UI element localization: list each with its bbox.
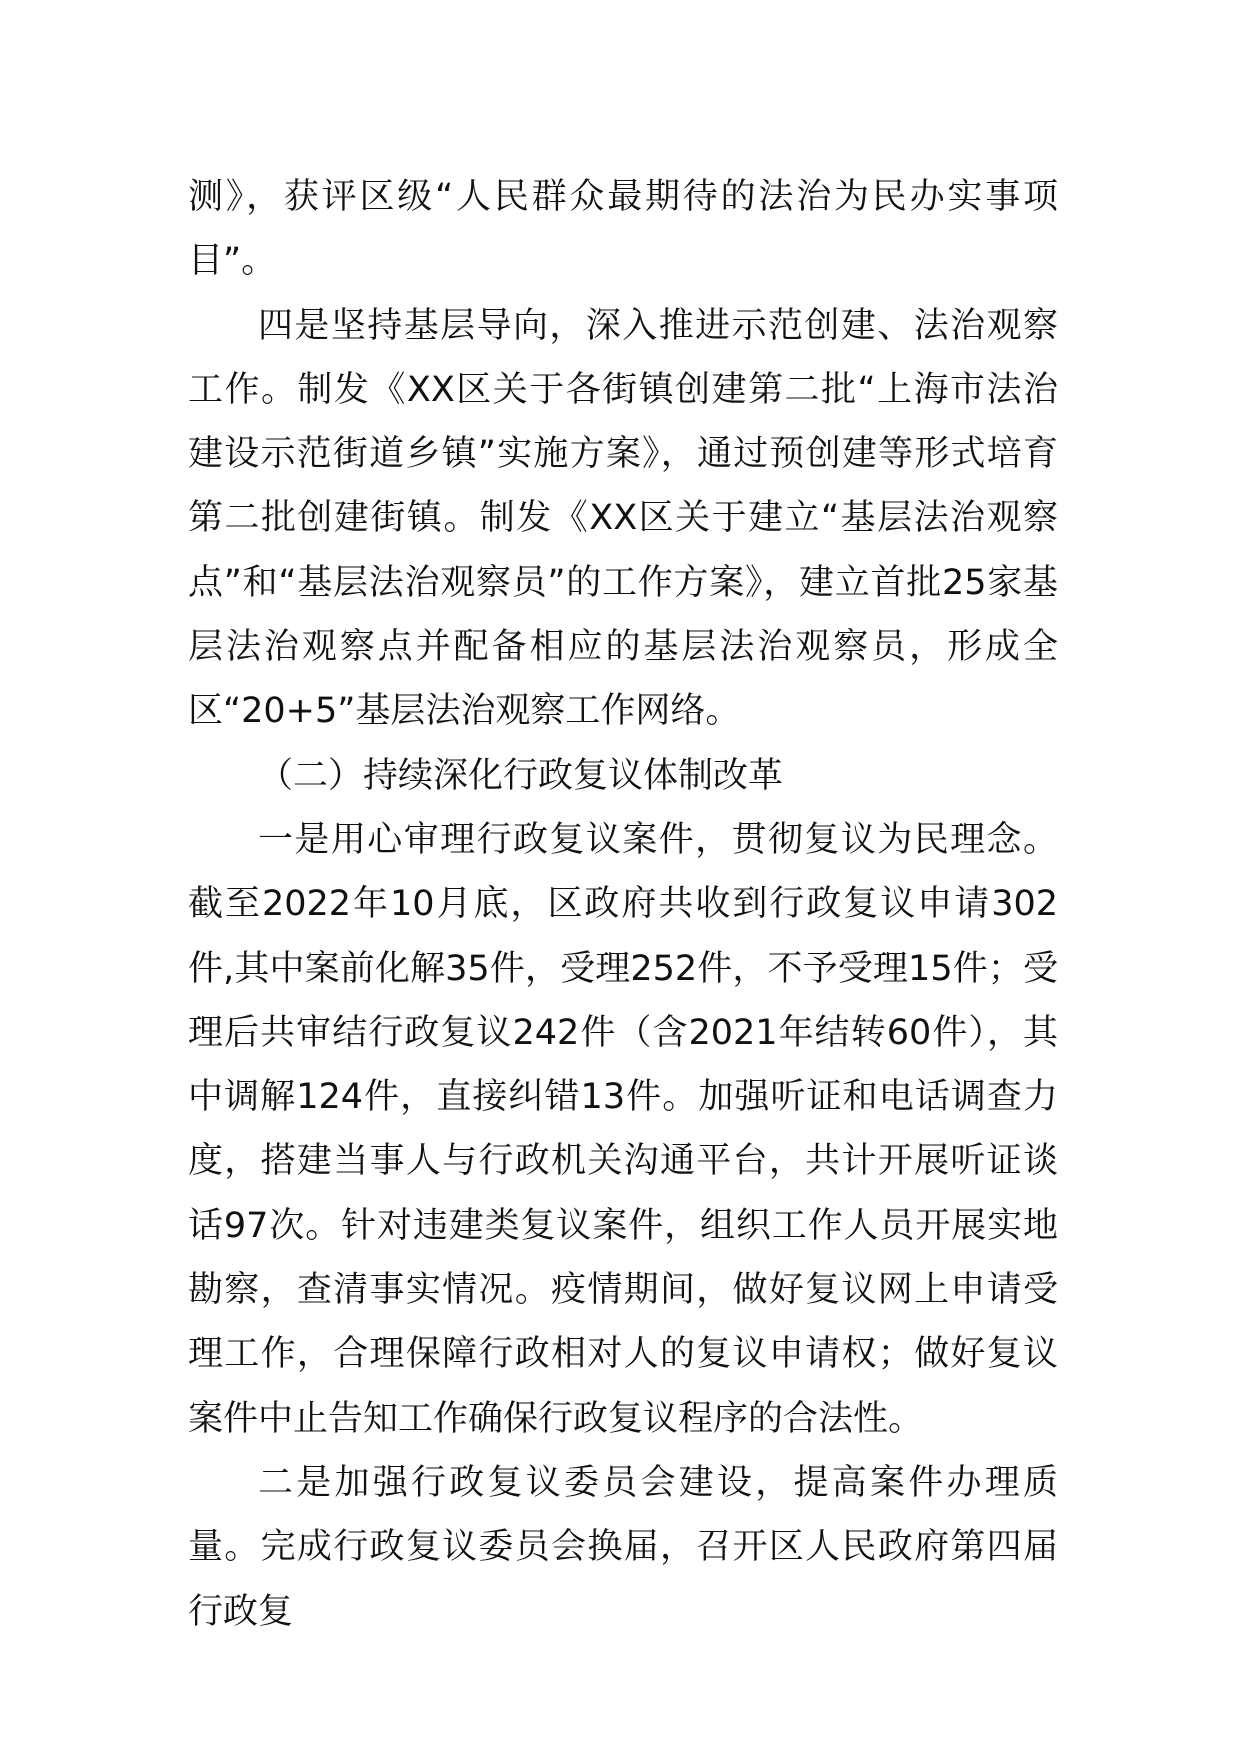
section-heading-administrative-reconsideration: （二）持续深化行政复议体制改革 [258, 755, 784, 796]
paragraph-case-review: 一是用心审理行政复议案件，贯彻复议为民理念。截至2022年10月底，区政府共收到行政复议申请302件,其中案前化解35件，受理252件，不予受理15件；受理后共审结行政复议242件（含2021年结转60件），其中调解124件，直接纠错13件。加强听证和电话调查力度，搭建当事人与行政机关沟通平台，共计开展听证谈话97次。针对违建类复议案件，组织工作人员开展实地勘察，查清事实情况。疫情期间，做好复议网上申请受理工作，合理保障行政相对人的复议申请权；做好复议案件中止告知工作确保行政复议程序的合法性。 [188, 819, 1058, 1439]
document-body [188, 165, 1058, 1644]
paragraph-grassroots-orientation: 四是坚持基层导向，深入推进示范创建、法治观察工作。制发《XX区关于各街镇创建第二批“上海市法治建设示范街道乡镇”实施方案》，通过预创建等形式培育第二批创建街镇。制发《XX区关于建立“基层法治观察点”和“基层法治观察员”的工作方案》，建立首批25家基层法治观察点并配备相应的基层法治观察员，形成全区“20+5”基层法治观察工作网络。 [188, 305, 1058, 732]
paragraph-committee-building: 二是加强行政复议委员会建设，提高案件办理质量。完成行政复议委员会换届，召开区人民政府第四届行政复 [188, 1462, 1058, 1632]
paragraph-continuation: 测》，获评区级“人民群众最期待的法治为民办实事项目”。 [188, 177, 1058, 282]
